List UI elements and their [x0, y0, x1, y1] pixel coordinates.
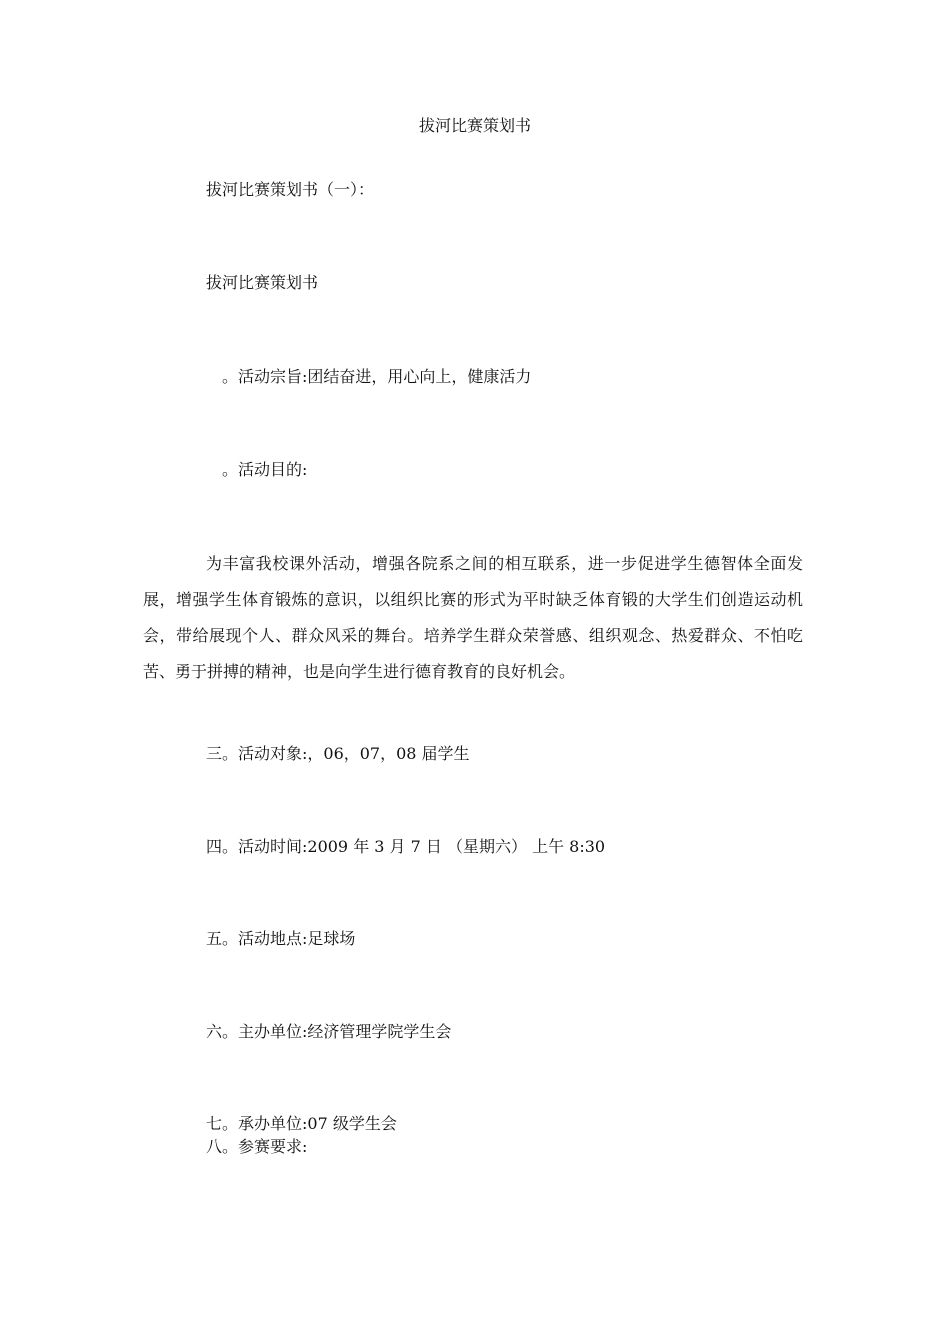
- item-location: 五。活动地点:足球场: [206, 929, 356, 948]
- item-participants: 三。活动对象:，06，07，08 届学生: [206, 744, 470, 763]
- document-title: 拔河比赛策划书: [418, 116, 531, 135]
- item-purpose: 。活动宗旨:团结奋进，用心向上，健康活力: [222, 367, 532, 386]
- item-host: 七。承办单位:07 级学生会: [206, 1114, 397, 1133]
- goal-paragraph: 为丰富我校课外活动，增强各院系之间的相互联系，进一步促进学生德智体全面发展，增强学生体育锻炼的意识，以组织比赛的形式为平时缺乏体育锻的大学生们创造运动机会，带给展现个人、群众风采的舞台。培养学生群众荣誉感、组织观念、热爱群众、不怕吃苦、勇于拼搏的精神，也是向学生进行德育教育的良好机会。: [143, 554, 803, 681]
- section-heading: 拔河比赛策划书: [206, 273, 319, 292]
- item-time: 四。活动时间:2009 年 3 月 7 日 （星期六） 上午 8:30: [206, 837, 606, 856]
- item-requirements: 八。参赛要求:: [206, 1137, 308, 1156]
- item-organizer: 六。主办单位:经济管理学院学生会: [206, 1022, 452, 1041]
- document-subtitle: 拔河比赛策划书（一）：: [206, 180, 375, 199]
- item-goal: 。活动目的:: [222, 460, 308, 479]
